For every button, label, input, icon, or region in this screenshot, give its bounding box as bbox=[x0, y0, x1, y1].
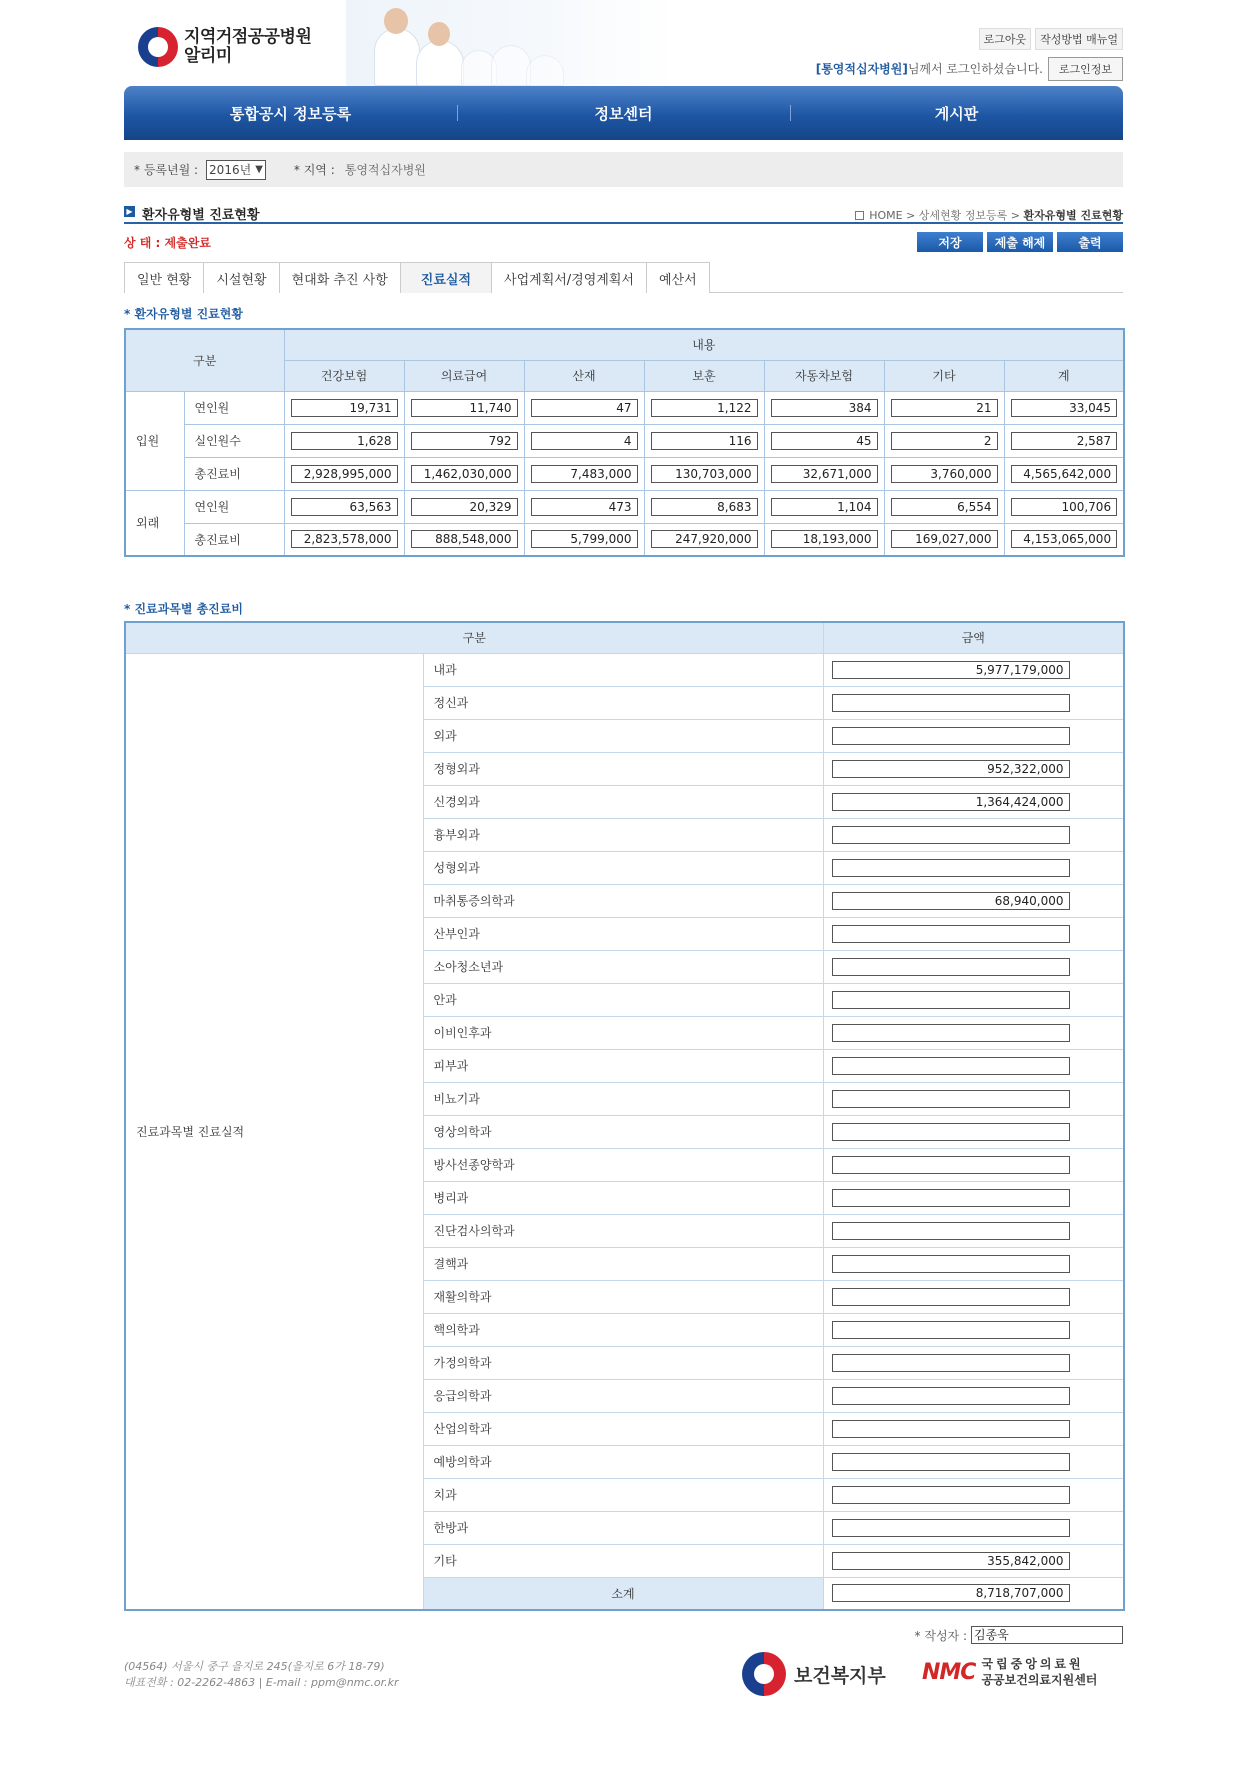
login-status bbox=[816, 60, 1043, 77]
value-cell bbox=[1004, 457, 1124, 490]
header bbox=[124, 0, 1123, 86]
dept-label: 신경외과 bbox=[423, 785, 823, 818]
amount-cell bbox=[823, 1511, 1124, 1544]
value-input[interactable]: 473 bbox=[531, 498, 638, 516]
login-hospital-name: [통영적십자병원] bbox=[815, 62, 908, 76]
nmc-line1: 국립중앙의료원 bbox=[981, 1657, 1084, 1671]
column-header: 기타 bbox=[884, 360, 1004, 391]
value-input[interactable]: 2 bbox=[891, 432, 998, 450]
site-logo[interactable] bbox=[138, 27, 311, 67]
footer-address bbox=[124, 1659, 399, 1691]
tab-treatment-results[interactable]: 진료실적 bbox=[400, 262, 492, 293]
dept-label: 산부인과 bbox=[423, 917, 823, 950]
amount-input[interactable] bbox=[832, 1156, 1070, 1174]
value-cell bbox=[404, 391, 524, 424]
dept-label: 내과 bbox=[423, 653, 823, 686]
region-value: 통영적십자병원 bbox=[344, 163, 426, 177]
writer-input[interactable]: 김종욱 bbox=[971, 1626, 1123, 1644]
patient-type-table bbox=[124, 328, 1125, 557]
tab-general[interactable]: 일반 현황 bbox=[124, 262, 204, 293]
section-title-dept-cost: * 진료과목별 총진료비 bbox=[124, 602, 243, 616]
value-input[interactable]: 2,928,995,000 bbox=[291, 465, 398, 483]
page-title-row bbox=[124, 203, 1123, 224]
value-input[interactable]: 4,153,065,000 bbox=[1011, 530, 1118, 548]
mohw-logo-text: 보건복지부 bbox=[794, 1664, 886, 1687]
value-cell bbox=[884, 424, 1004, 457]
amount-cell bbox=[823, 1181, 1124, 1214]
dept-label: 외과 bbox=[423, 719, 823, 752]
tab-modernization[interactable]: 현대화 추진 사항 bbox=[279, 262, 401, 293]
home-icon bbox=[855, 211, 864, 220]
dept-label: 이비인후과 bbox=[423, 1016, 823, 1049]
amount-cell bbox=[823, 851, 1124, 884]
amount-cell bbox=[823, 1544, 1124, 1577]
value-cell bbox=[284, 490, 404, 523]
amount-cell bbox=[823, 884, 1124, 917]
amount-input[interactable] bbox=[832, 1288, 1070, 1306]
value-input[interactable]: 384 bbox=[771, 399, 878, 417]
amount-cell bbox=[823, 1049, 1124, 1082]
value-cell bbox=[644, 490, 764, 523]
chevron-down-icon: ▼ bbox=[255, 164, 263, 175]
value-input[interactable]: 33,045 bbox=[1011, 399, 1118, 417]
save-button[interactable]: 저장 bbox=[917, 232, 983, 252]
dept-label: 안과 bbox=[423, 983, 823, 1016]
dept-label: 핵의학과 bbox=[423, 1313, 823, 1346]
value-input[interactable]: 888,548,000 bbox=[411, 530, 518, 548]
group-label: 외래 bbox=[125, 490, 184, 556]
taeguk-logo-icon bbox=[138, 27, 178, 67]
value-cell bbox=[284, 457, 404, 490]
amount-input[interactable]: 355,842,000 bbox=[832, 1552, 1070, 1570]
status-text: 상 태 : 제출완료 bbox=[124, 236, 211, 250]
nmc-mark: NMC bbox=[922, 1659, 976, 1685]
header-content: 내용 bbox=[284, 329, 1124, 360]
amount-input[interactable] bbox=[832, 1519, 1070, 1537]
row-label: 실인원수 bbox=[184, 424, 284, 457]
nmc-logo[interactable] bbox=[922, 1656, 1097, 1688]
dept-label: 진단검사의학과 bbox=[423, 1214, 823, 1247]
amount-cell bbox=[823, 983, 1124, 1016]
value-input[interactable]: 45 bbox=[771, 432, 878, 450]
value-input[interactable]: 4,565,642,000 bbox=[1011, 465, 1118, 483]
dept-label: 정형외과 bbox=[423, 752, 823, 785]
dept-label: 응급의학과 bbox=[423, 1379, 823, 1412]
table-row bbox=[125, 490, 1124, 523]
doctors-banner-image bbox=[346, 0, 676, 86]
logo-title: 지역거점공공병원 bbox=[184, 27, 312, 47]
section-title-patient-type: * 환자유형별 진료현황 bbox=[124, 307, 243, 321]
category-label: 진료과목별 진료실적 bbox=[125, 653, 423, 1610]
page-title: 환자유형별 진료현황 bbox=[142, 208, 260, 223]
taeguk-logo-icon bbox=[742, 1652, 786, 1696]
column-header: 건강보험 bbox=[284, 360, 404, 391]
table-row bbox=[125, 391, 1124, 424]
amount-input[interactable] bbox=[832, 694, 1070, 712]
amount-input[interactable] bbox=[832, 1189, 1070, 1207]
row-label: 총진료비 bbox=[184, 523, 284, 556]
dept-cost-table bbox=[124, 621, 1125, 1611]
nav-item-info-register[interactable]: 통합공시 정보등록 bbox=[229, 104, 352, 123]
value-cell bbox=[644, 457, 764, 490]
amount-input[interactable]: 1,364,424,000 bbox=[832, 793, 1070, 811]
dept-label: 방사선종양학과 bbox=[423, 1148, 823, 1181]
amount-input[interactable] bbox=[832, 727, 1070, 745]
nav-item-board[interactable]: 게시판 bbox=[790, 86, 1123, 140]
writer-row bbox=[915, 1626, 1123, 1644]
nmc-line2: 공공보건의료지원센터 bbox=[981, 1673, 1098, 1687]
value-cell bbox=[404, 424, 524, 457]
subtotal-input[interactable]: 8,718,707,000 bbox=[832, 1584, 1070, 1602]
amount-cell bbox=[823, 1247, 1124, 1280]
value-cell bbox=[524, 457, 644, 490]
value-cell bbox=[1004, 523, 1124, 556]
dept-label: 재활의학과 bbox=[423, 1280, 823, 1313]
value-input[interactable]: 1,104 bbox=[771, 498, 878, 516]
tab-business-plan[interactable]: 사업계획서/경영계획서 bbox=[491, 262, 647, 293]
writer-label: * 작성자 : bbox=[914, 1628, 967, 1643]
breadcrumb: HOME > 상세현황 정보등록 > 환자유형별 진료현황 bbox=[855, 207, 1123, 223]
amount-input[interactable]: 5,977,179,000 bbox=[832, 661, 1070, 679]
value-cell bbox=[644, 391, 764, 424]
amount-input[interactable] bbox=[832, 1486, 1070, 1504]
breadcrumb-mid[interactable]: 상세현황 정보등록 bbox=[918, 209, 1008, 222]
amount-cell bbox=[823, 1280, 1124, 1313]
amount-cell bbox=[823, 1445, 1124, 1478]
value-input[interactable]: 4 bbox=[531, 432, 638, 450]
dept-label: 피부과 bbox=[423, 1049, 823, 1082]
dept-label: 결핵과 bbox=[423, 1247, 823, 1280]
amount-input[interactable] bbox=[832, 1321, 1070, 1339]
value-cell bbox=[884, 391, 1004, 424]
value-input[interactable]: 116 bbox=[651, 432, 758, 450]
amount-cell bbox=[823, 1214, 1124, 1247]
column-header: 의료급여 bbox=[404, 360, 524, 391]
print-button[interactable]: 출력 bbox=[1057, 232, 1123, 252]
value-cell bbox=[1004, 391, 1124, 424]
breadcrumb-current: 환자유형별 진료현황 bbox=[1023, 209, 1123, 222]
value-cell bbox=[284, 424, 404, 457]
login-info-button[interactable]: 로그인정보 bbox=[1048, 57, 1123, 81]
value-cell bbox=[764, 523, 884, 556]
value-input[interactable]: 21 bbox=[891, 399, 998, 417]
amount-input[interactable] bbox=[832, 1123, 1070, 1141]
tabs bbox=[124, 262, 1123, 293]
value-input[interactable]: 3,760,000 bbox=[891, 465, 998, 483]
amount-cell bbox=[823, 1082, 1124, 1115]
amount-cell bbox=[823, 1115, 1124, 1148]
amount-input[interactable] bbox=[832, 1024, 1070, 1042]
amount-cell bbox=[823, 686, 1124, 719]
column-header: 보훈 bbox=[644, 360, 764, 391]
amount-input[interactable] bbox=[832, 1057, 1070, 1075]
value-cell bbox=[404, 523, 524, 556]
dept-label: 병리과 bbox=[423, 1181, 823, 1214]
amount-input[interactable] bbox=[832, 1387, 1070, 1405]
value-cell bbox=[764, 457, 884, 490]
amount-cell bbox=[823, 1379, 1124, 1412]
value-input[interactable]: 169,027,000 bbox=[891, 530, 998, 548]
value-cell bbox=[764, 490, 884, 523]
region-label: * 지역 : bbox=[293, 163, 335, 177]
table-row bbox=[125, 457, 1124, 490]
mohw-logo[interactable] bbox=[742, 1652, 886, 1696]
value-input[interactable]: 8,683 bbox=[651, 498, 758, 516]
dept-label: 마취통증의학과 bbox=[423, 884, 823, 917]
amount-input[interactable] bbox=[832, 826, 1070, 844]
group-label: 입원 bbox=[125, 391, 184, 490]
amount-input[interactable] bbox=[832, 991, 1070, 1009]
dept-label: 산업의학과 bbox=[423, 1412, 823, 1445]
tab-budget[interactable]: 예산서 bbox=[646, 262, 710, 293]
header-gubun: 구분 bbox=[125, 329, 284, 391]
row-label: 연인원 bbox=[184, 490, 284, 523]
value-cell bbox=[764, 391, 884, 424]
value-cell bbox=[524, 424, 644, 457]
value-cell bbox=[884, 523, 1004, 556]
value-input[interactable]: 32,671,000 bbox=[771, 465, 878, 483]
dept-label: 한방과 bbox=[423, 1511, 823, 1544]
value-cell bbox=[644, 523, 764, 556]
dept-label: 비뇨기과 bbox=[423, 1082, 823, 1115]
value-input[interactable]: 792 bbox=[411, 432, 518, 450]
value-cell bbox=[524, 391, 644, 424]
value-input[interactable]: 11,740 bbox=[411, 399, 518, 417]
value-cell bbox=[284, 391, 404, 424]
value-input[interactable]: 1,462,030,000 bbox=[411, 465, 518, 483]
nav-item-info-center[interactable]: 정보센터 bbox=[457, 86, 790, 140]
amount-cell bbox=[823, 1346, 1124, 1379]
value-input[interactable]: 5,799,000 bbox=[531, 530, 638, 548]
amount-cell bbox=[823, 785, 1124, 818]
dept-label: 예방의학과 bbox=[423, 1445, 823, 1478]
dept-label: 가정의학과 bbox=[423, 1346, 823, 1379]
dept-label: 치과 bbox=[423, 1478, 823, 1511]
value-cell bbox=[284, 523, 404, 556]
dept-label: 정신과 bbox=[423, 686, 823, 719]
subtotal-label: 소계 bbox=[423, 1577, 823, 1610]
amount-cell bbox=[823, 719, 1124, 752]
table-row bbox=[125, 523, 1124, 556]
value-input[interactable]: 247,920,000 bbox=[651, 530, 758, 548]
unsubmit-button[interactable]: 제출 해제 bbox=[987, 232, 1053, 252]
year-select[interactable]: 2016년 ▼ bbox=[206, 160, 266, 180]
amount-cell bbox=[823, 1313, 1124, 1346]
footer-contact-line: 대표전화 : 02-2262-4863 | E-mail : ppm@nmc.or.kr bbox=[124, 1676, 399, 1689]
amount-cell bbox=[823, 1412, 1124, 1445]
value-input[interactable]: 63,563 bbox=[291, 498, 398, 516]
value-cell bbox=[764, 424, 884, 457]
logout-link[interactable]: 로그아웃 bbox=[979, 28, 1032, 50]
value-input[interactable]: 47 bbox=[531, 399, 638, 417]
tab-facility[interactable]: 시설현황 bbox=[203, 262, 279, 293]
value-cell bbox=[404, 457, 524, 490]
amount-cell bbox=[823, 917, 1124, 950]
dept-label: 영상의학과 bbox=[423, 1115, 823, 1148]
amount-cell bbox=[823, 653, 1124, 686]
value-cell bbox=[524, 490, 644, 523]
table-row bbox=[125, 424, 1124, 457]
amount-input[interactable] bbox=[832, 1222, 1070, 1240]
dept-label: 성형외과 bbox=[423, 851, 823, 884]
filter-bar bbox=[124, 152, 1123, 187]
amount-cell bbox=[823, 1478, 1124, 1511]
dept-label: 기타 bbox=[423, 1544, 823, 1577]
column-header: 산재 bbox=[524, 360, 644, 391]
value-input[interactable]: 6,554 bbox=[891, 498, 998, 516]
amount-input[interactable] bbox=[832, 1453, 1070, 1471]
main-nav bbox=[124, 86, 1123, 140]
amount-cell bbox=[823, 950, 1124, 983]
value-input[interactable]: 7,483,000 bbox=[531, 465, 638, 483]
dept-label: 소아청소년과 bbox=[423, 950, 823, 983]
value-input[interactable]: 2,823,578,000 bbox=[291, 530, 398, 548]
manual-link[interactable]: 작성방법 매뉴얼 bbox=[1035, 28, 1123, 50]
column-header: 자동차보험 bbox=[764, 360, 884, 391]
amount-cell bbox=[823, 1148, 1124, 1181]
amount-input[interactable]: 952,322,000 bbox=[832, 760, 1070, 778]
value-input[interactable]: 130,703,000 bbox=[651, 465, 758, 483]
value-input[interactable]: 19,731 bbox=[291, 399, 398, 417]
login-suffix: 님께서 로그인하셨습니다. bbox=[907, 62, 1043, 76]
value-input[interactable]: 18,193,000 bbox=[771, 530, 878, 548]
value-cell bbox=[1004, 424, 1124, 457]
amount-input[interactable]: 68,940,000 bbox=[832, 892, 1070, 910]
value-cell bbox=[524, 523, 644, 556]
amount-input[interactable] bbox=[832, 1090, 1070, 1108]
header-amount: 금액 bbox=[823, 622, 1124, 653]
value-cell bbox=[884, 457, 1004, 490]
amount-input[interactable] bbox=[832, 1354, 1070, 1372]
amount-cell bbox=[823, 1016, 1124, 1049]
value-input[interactable]: 20,329 bbox=[411, 498, 518, 516]
value-cell bbox=[644, 424, 764, 457]
value-input[interactable]: 1,628 bbox=[291, 432, 398, 450]
row-label: 총진료비 bbox=[184, 457, 284, 490]
amount-input[interactable] bbox=[832, 1255, 1070, 1273]
value-input[interactable]: 1,122 bbox=[651, 399, 758, 417]
column-header: 계 bbox=[1004, 360, 1124, 391]
amount-cell bbox=[823, 752, 1124, 785]
value-cell bbox=[404, 490, 524, 523]
amount-input[interactable] bbox=[832, 958, 1070, 976]
value-cell bbox=[884, 490, 1004, 523]
dept-label: 흉부외과 bbox=[423, 818, 823, 851]
amount-cell bbox=[823, 818, 1124, 851]
title-bullet-icon: ▶ bbox=[124, 206, 135, 217]
breadcrumb-home[interactable]: HOME bbox=[869, 209, 903, 222]
amount-input[interactable] bbox=[832, 925, 1070, 943]
footer-address-line: (04564) 서울시 중구 을지로 245(을지로 6가 18-79) bbox=[124, 1660, 385, 1673]
table-row bbox=[125, 653, 1124, 686]
header-gubun: 구분 bbox=[125, 622, 823, 653]
amount-input[interactable] bbox=[832, 859, 1070, 877]
row-label: 연인원 bbox=[184, 391, 284, 424]
value-cell bbox=[1004, 490, 1124, 523]
logo-subtitle: 알리미 bbox=[184, 46, 232, 66]
subtotal-cell bbox=[823, 1577, 1124, 1610]
amount-input[interactable] bbox=[832, 1420, 1070, 1438]
year-label: * 등록년월 : bbox=[134, 163, 199, 177]
value-input[interactable]: 100,706 bbox=[1011, 498, 1118, 516]
value-input[interactable]: 2,587 bbox=[1011, 432, 1118, 450]
